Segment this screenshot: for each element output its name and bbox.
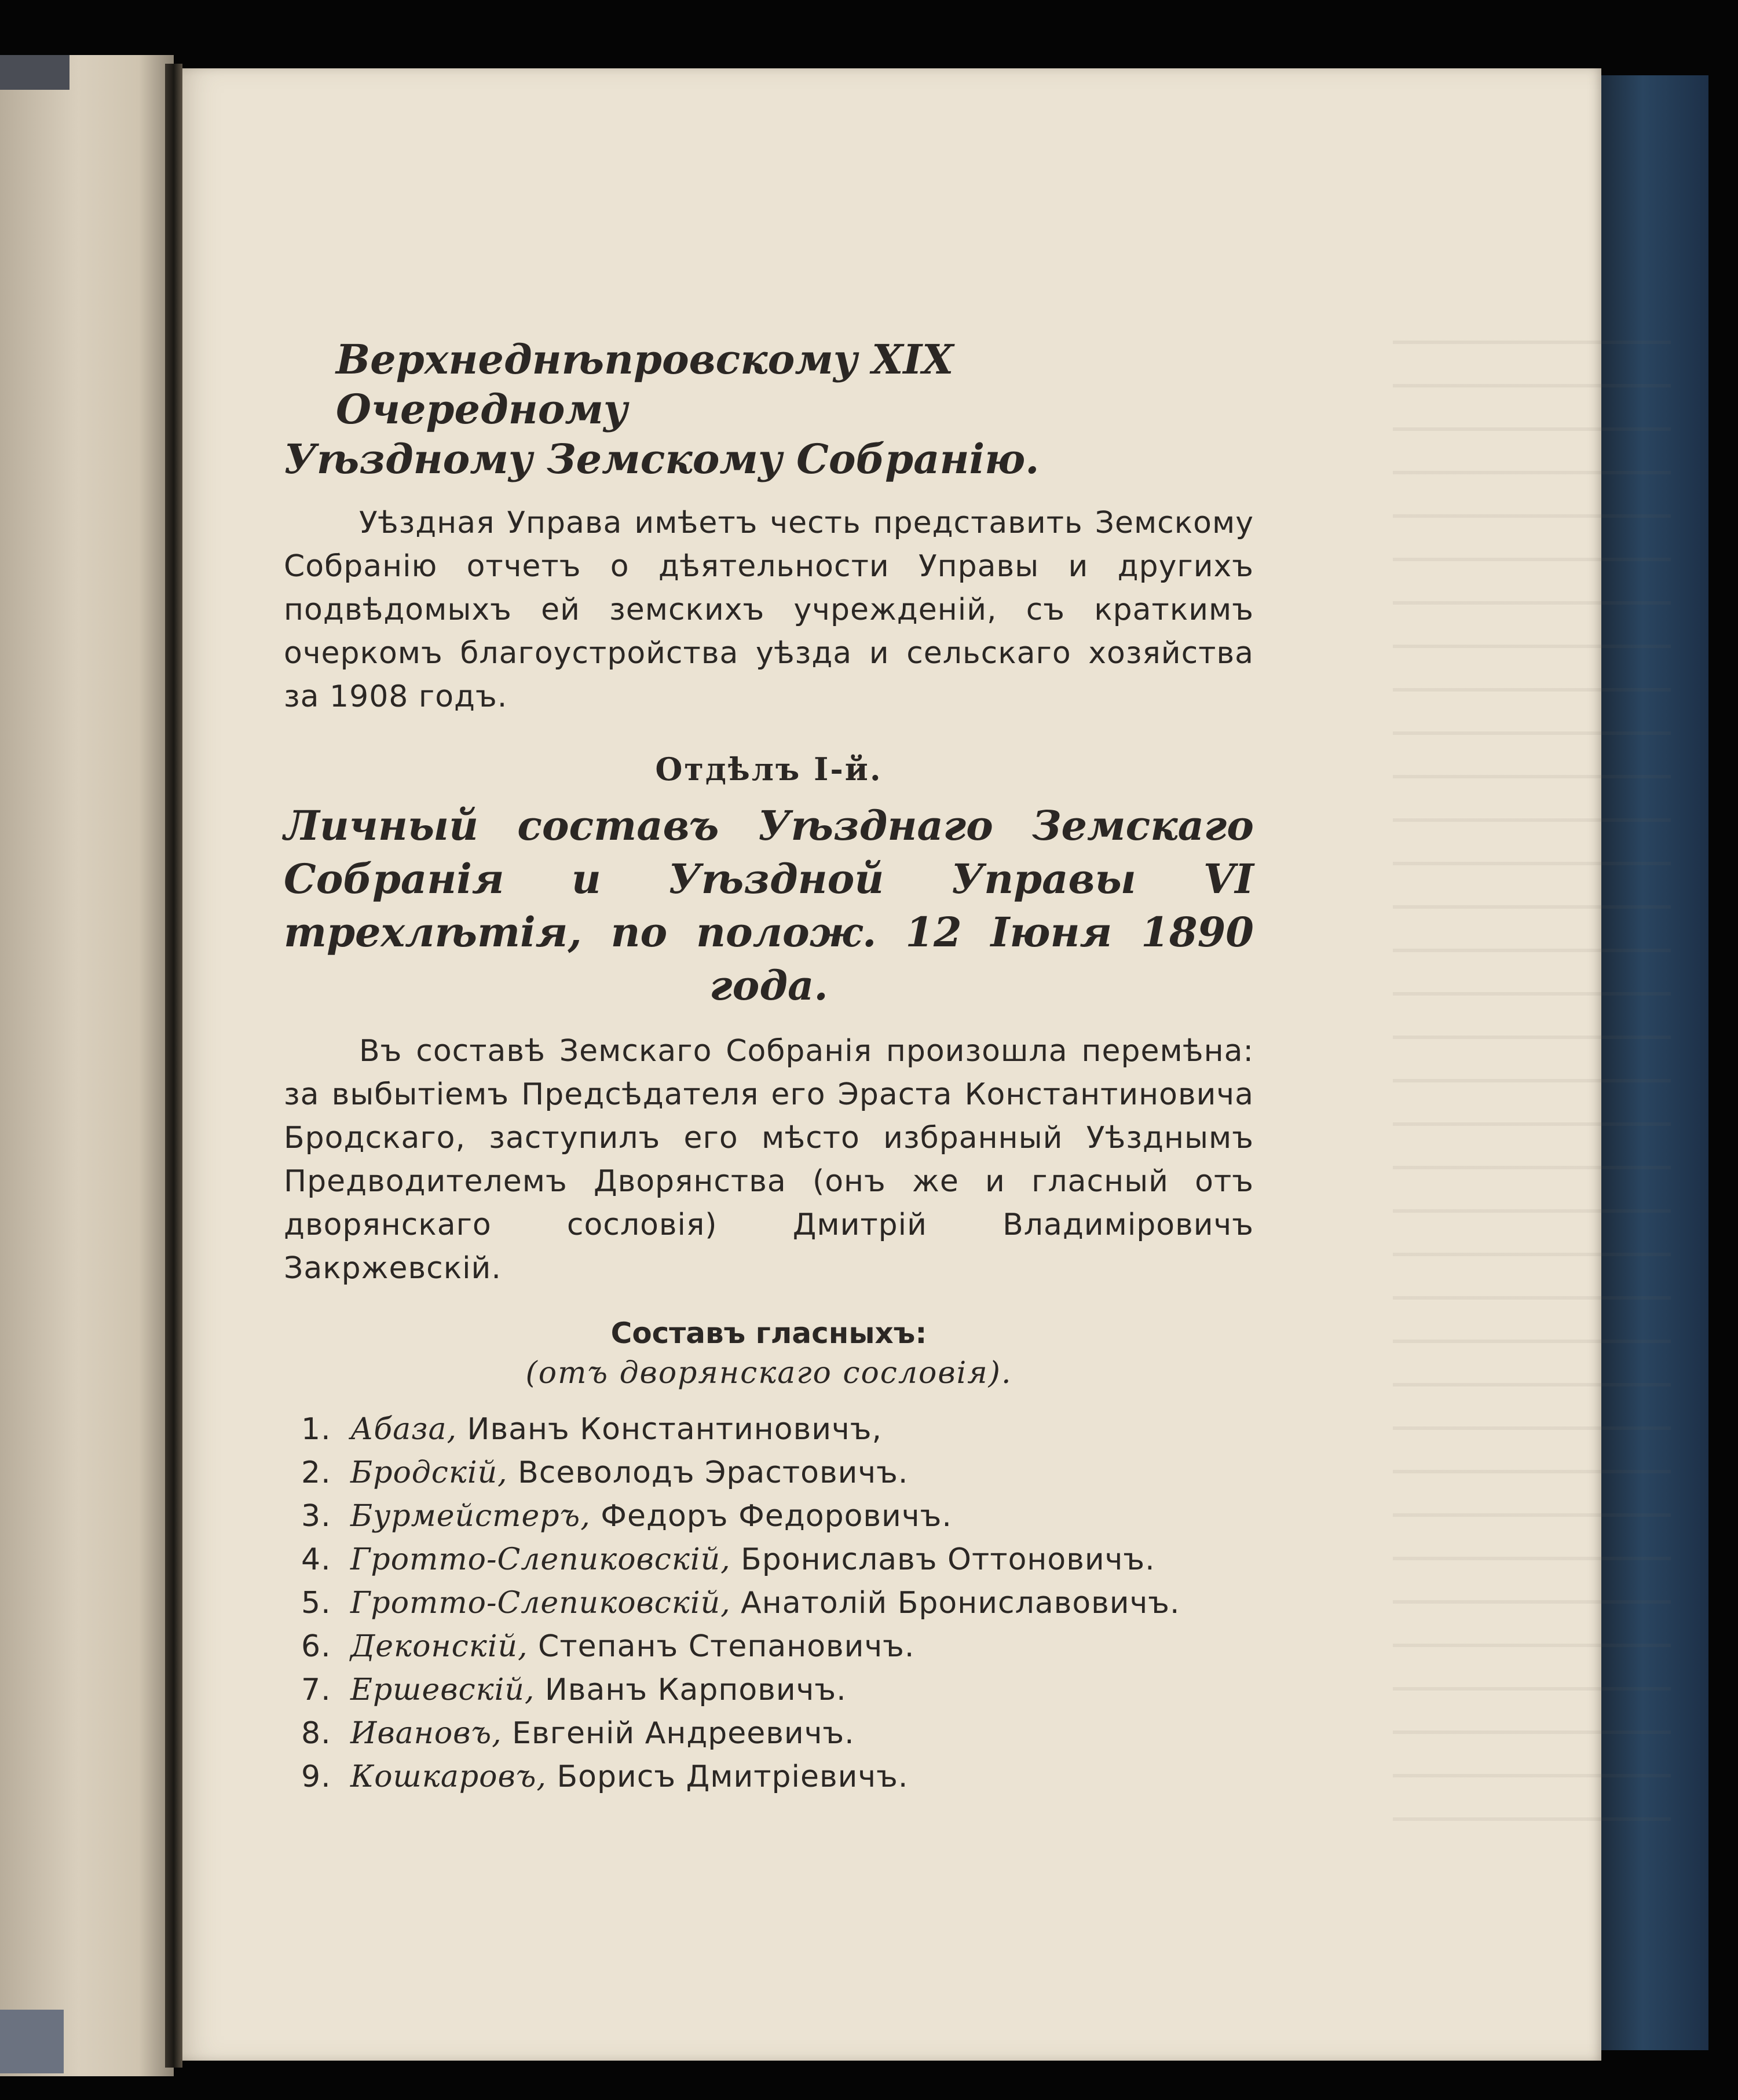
member-name: Всеволодъ Эрастовичъ. [518, 1455, 909, 1490]
composition-heading: Составъ гласныхъ: [610, 1316, 927, 1350]
item-number: 7. [301, 1673, 331, 1707]
member-surname: Деконскій, [350, 1629, 528, 1664]
list-item [301, 1451, 1254, 1495]
member-name: Брониславъ Оттоновичъ. [741, 1542, 1155, 1577]
member-name: Евгеній Андреевичъ. [512, 1716, 855, 1751]
dedication-line-1: Верхнеднѣпровскому XIX Очередному [336, 335, 954, 433]
item-number: 3. [301, 1499, 331, 1534]
item-number: 6. [301, 1629, 331, 1664]
item-number: 1. [301, 1412, 331, 1447]
left-page-edge [0, 55, 174, 2076]
item-number: 9. [301, 1759, 331, 1794]
change-paragraph: Въ составѣ Земскаго Собранія произошла перемѣна: за выбытіемъ Предсѣдателя его Эраста Константиновича Бродскаго, заступилъ его мѣсто избранный Уѣзднымъ Предводителемъ Дворянства (онъ же и гласный отъ дворянскаго сословія) Дмитрій Владиміровичъ Закржевскій. [284, 1034, 1254, 1286]
member-name: Иванъ Константиновичъ, [467, 1412, 883, 1447]
member-name: Степанъ Степановичъ. [538, 1629, 915, 1664]
intro-paragraph: Уѣздная Управа имѣетъ честь представить Земскому Собранію отчетъ о дѣятельности Управы и другихъ подвѣдомыхъ ей земскихъ учрежденій, съ краткимъ очеркомъ благоустройства уѣзда и сельскаго хозяйства за 1908 годъ. [284, 506, 1254, 714]
binding-corner-top [0, 55, 69, 90]
section-heading: Отдѣлъ I-й. [655, 751, 883, 788]
member-name: Иванъ Карповичъ. [544, 1673, 847, 1707]
item-number: 2. [301, 1455, 331, 1490]
member-surname: Гротто-Слепиковскій, [350, 1586, 731, 1620]
member-surname: Абаза, [350, 1412, 458, 1447]
book-page [177, 68, 1601, 2061]
page-text [284, 335, 1254, 1799]
list-item [301, 1669, 1254, 1712]
member-surname: Ивановъ, [350, 1716, 502, 1751]
list-item [301, 1582, 1254, 1625]
list-item [301, 1755, 1254, 1799]
item-number: 4. [301, 1542, 331, 1577]
list-item [301, 1408, 1254, 1451]
dedication-heading [284, 335, 1254, 484]
member-surname: Ершевскій, [350, 1673, 535, 1707]
composition-subheading: (отъ дворянскаго сословія). [525, 1356, 1012, 1391]
list-item [301, 1538, 1254, 1582]
member-surname: Гротто-Слепиковскій, [350, 1542, 731, 1577]
member-surname: Кошкаровъ, [350, 1759, 547, 1794]
member-surname: Бродскій, [350, 1455, 508, 1490]
item-number: 8. [301, 1716, 331, 1751]
member-surname: Бурмейстеръ, [350, 1499, 591, 1534]
member-name: Борисъ Дмитріевичъ. [557, 1759, 909, 1794]
book-gutter [165, 64, 182, 2068]
item-number: 5. [301, 1586, 331, 1620]
show-through-text [1393, 317, 1671, 1823]
member-name: Федоръ Федоровичъ. [601, 1499, 952, 1534]
member-name: Анатолій Брониславовичъ. [741, 1586, 1180, 1620]
binding-corner-bottom [0, 2010, 64, 2073]
dedication-line-2: Уѣздному Земскому Собранію. [284, 435, 1040, 483]
list-item [301, 1712, 1254, 1755]
members-list [284, 1408, 1254, 1799]
list-item [301, 1495, 1254, 1538]
list-item [301, 1625, 1254, 1669]
section-title: Личный составъ Уѣзднаго Земскаго Собранія и Уѣздной Управы VI трехлѣтія, по полож. 12 Іюня 1890 года. [284, 802, 1254, 1009]
